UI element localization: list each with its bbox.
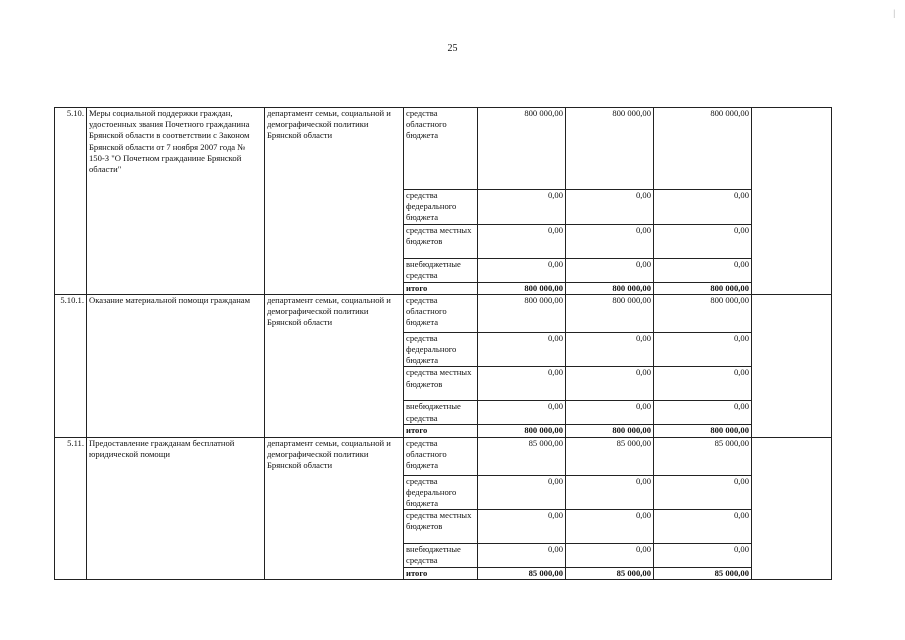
empty-cell: [752, 437, 832, 475]
value-year-1: 0,00: [478, 544, 566, 568]
empty-cell: [752, 401, 832, 425]
value-year-3: 0,00: [654, 258, 752, 282]
empty-cell: [752, 258, 832, 282]
value-year-3: 0,00: [654, 544, 752, 568]
funding-source: средства областного бюджета: [404, 108, 478, 190]
empty-cell: [752, 544, 832, 568]
page-number: 25: [447, 43, 458, 54]
item-code: 5.10.: [55, 108, 87, 295]
value-year-2: 800 000,00: [566, 108, 654, 190]
value-year-3: 85 000,00: [654, 568, 752, 580]
empty-cell: [752, 224, 832, 258]
total-label: итого: [404, 425, 478, 437]
funding-source: средства федерального бюджета: [404, 190, 478, 225]
value-year-3: 800 000,00: [654, 282, 752, 294]
value-year-3: 800 000,00: [654, 425, 752, 437]
item-code: 5.11.: [55, 437, 87, 580]
funding-source: средства местных бюджетов: [404, 367, 478, 401]
funding-source: средства федерального бюджета: [404, 332, 478, 367]
empty-cell: [752, 294, 832, 332]
value-year-1: 0,00: [478, 190, 566, 225]
total-label: итого: [404, 568, 478, 580]
item-executor: департамент семьи, социальной и демографической политики Брянской области: [265, 108, 404, 295]
table-body: [55, 108, 832, 580]
value-year-2: 800 000,00: [566, 294, 654, 332]
value-year-1: 0,00: [478, 510, 566, 544]
empty-cell: [752, 282, 832, 294]
value-year-1: 0,00: [478, 475, 566, 510]
empty-cell: [752, 425, 832, 437]
value-year-2: 0,00: [566, 332, 654, 367]
funding-source: внебюджетные средства: [404, 258, 478, 282]
value-year-3: 0,00: [654, 510, 752, 544]
value-year-1: 85 000,00: [478, 437, 566, 475]
empty-cell: [752, 190, 832, 225]
empty-cell: [752, 510, 832, 544]
value-year-1: 0,00: [478, 332, 566, 367]
value-year-2: 0,00: [566, 224, 654, 258]
value-year-1: 85 000,00: [478, 568, 566, 580]
table-row: [55, 437, 832, 475]
funding-source: средства областного бюджета: [404, 294, 478, 332]
funding-source: средства местных бюджетов: [404, 510, 478, 544]
table-row: [55, 294, 832, 332]
budget-table: [54, 107, 832, 580]
item-code: 5.10.1.: [55, 294, 87, 437]
funding-source: средства областного бюджета: [404, 437, 478, 475]
value-year-1: 800 000,00: [478, 282, 566, 294]
value-year-1: 0,00: [478, 367, 566, 401]
funding-source: внебюджетные средства: [404, 401, 478, 425]
value-year-3: 0,00: [654, 367, 752, 401]
value-year-2: 0,00: [566, 510, 654, 544]
value-year-3: 0,00: [654, 190, 752, 225]
item-name: Меры социальной поддержки граждан, удостоенных звания Почетного гражданина Брянской области в соответствии с Законом Брянской области от 7 ноября 2007 года № 150-З "О Почетном гражданине Брянской области": [87, 108, 265, 295]
empty-cell: [752, 568, 832, 580]
item-name: Оказание материальной помощи гражданам: [87, 294, 265, 437]
item-name: Предоставление гражданам бесплатной юридической помощи: [87, 437, 265, 580]
value-year-1: 0,00: [478, 258, 566, 282]
value-year-2: 0,00: [566, 258, 654, 282]
value-year-1: 800 000,00: [478, 425, 566, 437]
funding-source: средства местных бюджетов: [404, 224, 478, 258]
value-year-3: 0,00: [654, 475, 752, 510]
value-year-2: 0,00: [566, 401, 654, 425]
value-year-3: 0,00: [654, 401, 752, 425]
value-year-3: 800 000,00: [654, 294, 752, 332]
funding-source: средства федерального бюджета: [404, 475, 478, 510]
empty-cell: [752, 332, 832, 367]
value-year-2: 0,00: [566, 367, 654, 401]
table-row: [55, 108, 832, 190]
value-year-2: 800 000,00: [566, 425, 654, 437]
value-year-1: 0,00: [478, 401, 566, 425]
scan-mark: |: [893, 8, 895, 18]
value-year-2: 800 000,00: [566, 282, 654, 294]
value-year-2: 0,00: [566, 190, 654, 225]
value-year-2: 85 000,00: [566, 568, 654, 580]
value-year-2: 0,00: [566, 475, 654, 510]
item-executor: департамент семьи, социальной и демографической политики Брянской области: [265, 294, 404, 437]
empty-cell: [752, 108, 832, 190]
value-year-3: 800 000,00: [654, 108, 752, 190]
empty-cell: [752, 475, 832, 510]
value-year-3: 85 000,00: [654, 437, 752, 475]
value-year-2: 0,00: [566, 544, 654, 568]
value-year-2: 85 000,00: [566, 437, 654, 475]
value-year-1: 800 000,00: [478, 294, 566, 332]
total-label: итого: [404, 282, 478, 294]
value-year-3: 0,00: [654, 224, 752, 258]
funding-source: внебюджетные средства: [404, 544, 478, 568]
value-year-1: 0,00: [478, 224, 566, 258]
empty-cell: [752, 367, 832, 401]
value-year-3: 0,00: [654, 332, 752, 367]
item-executor: департамент семьи, социальной и демографической политики Брянской области: [265, 437, 404, 580]
value-year-1: 800 000,00: [478, 108, 566, 190]
